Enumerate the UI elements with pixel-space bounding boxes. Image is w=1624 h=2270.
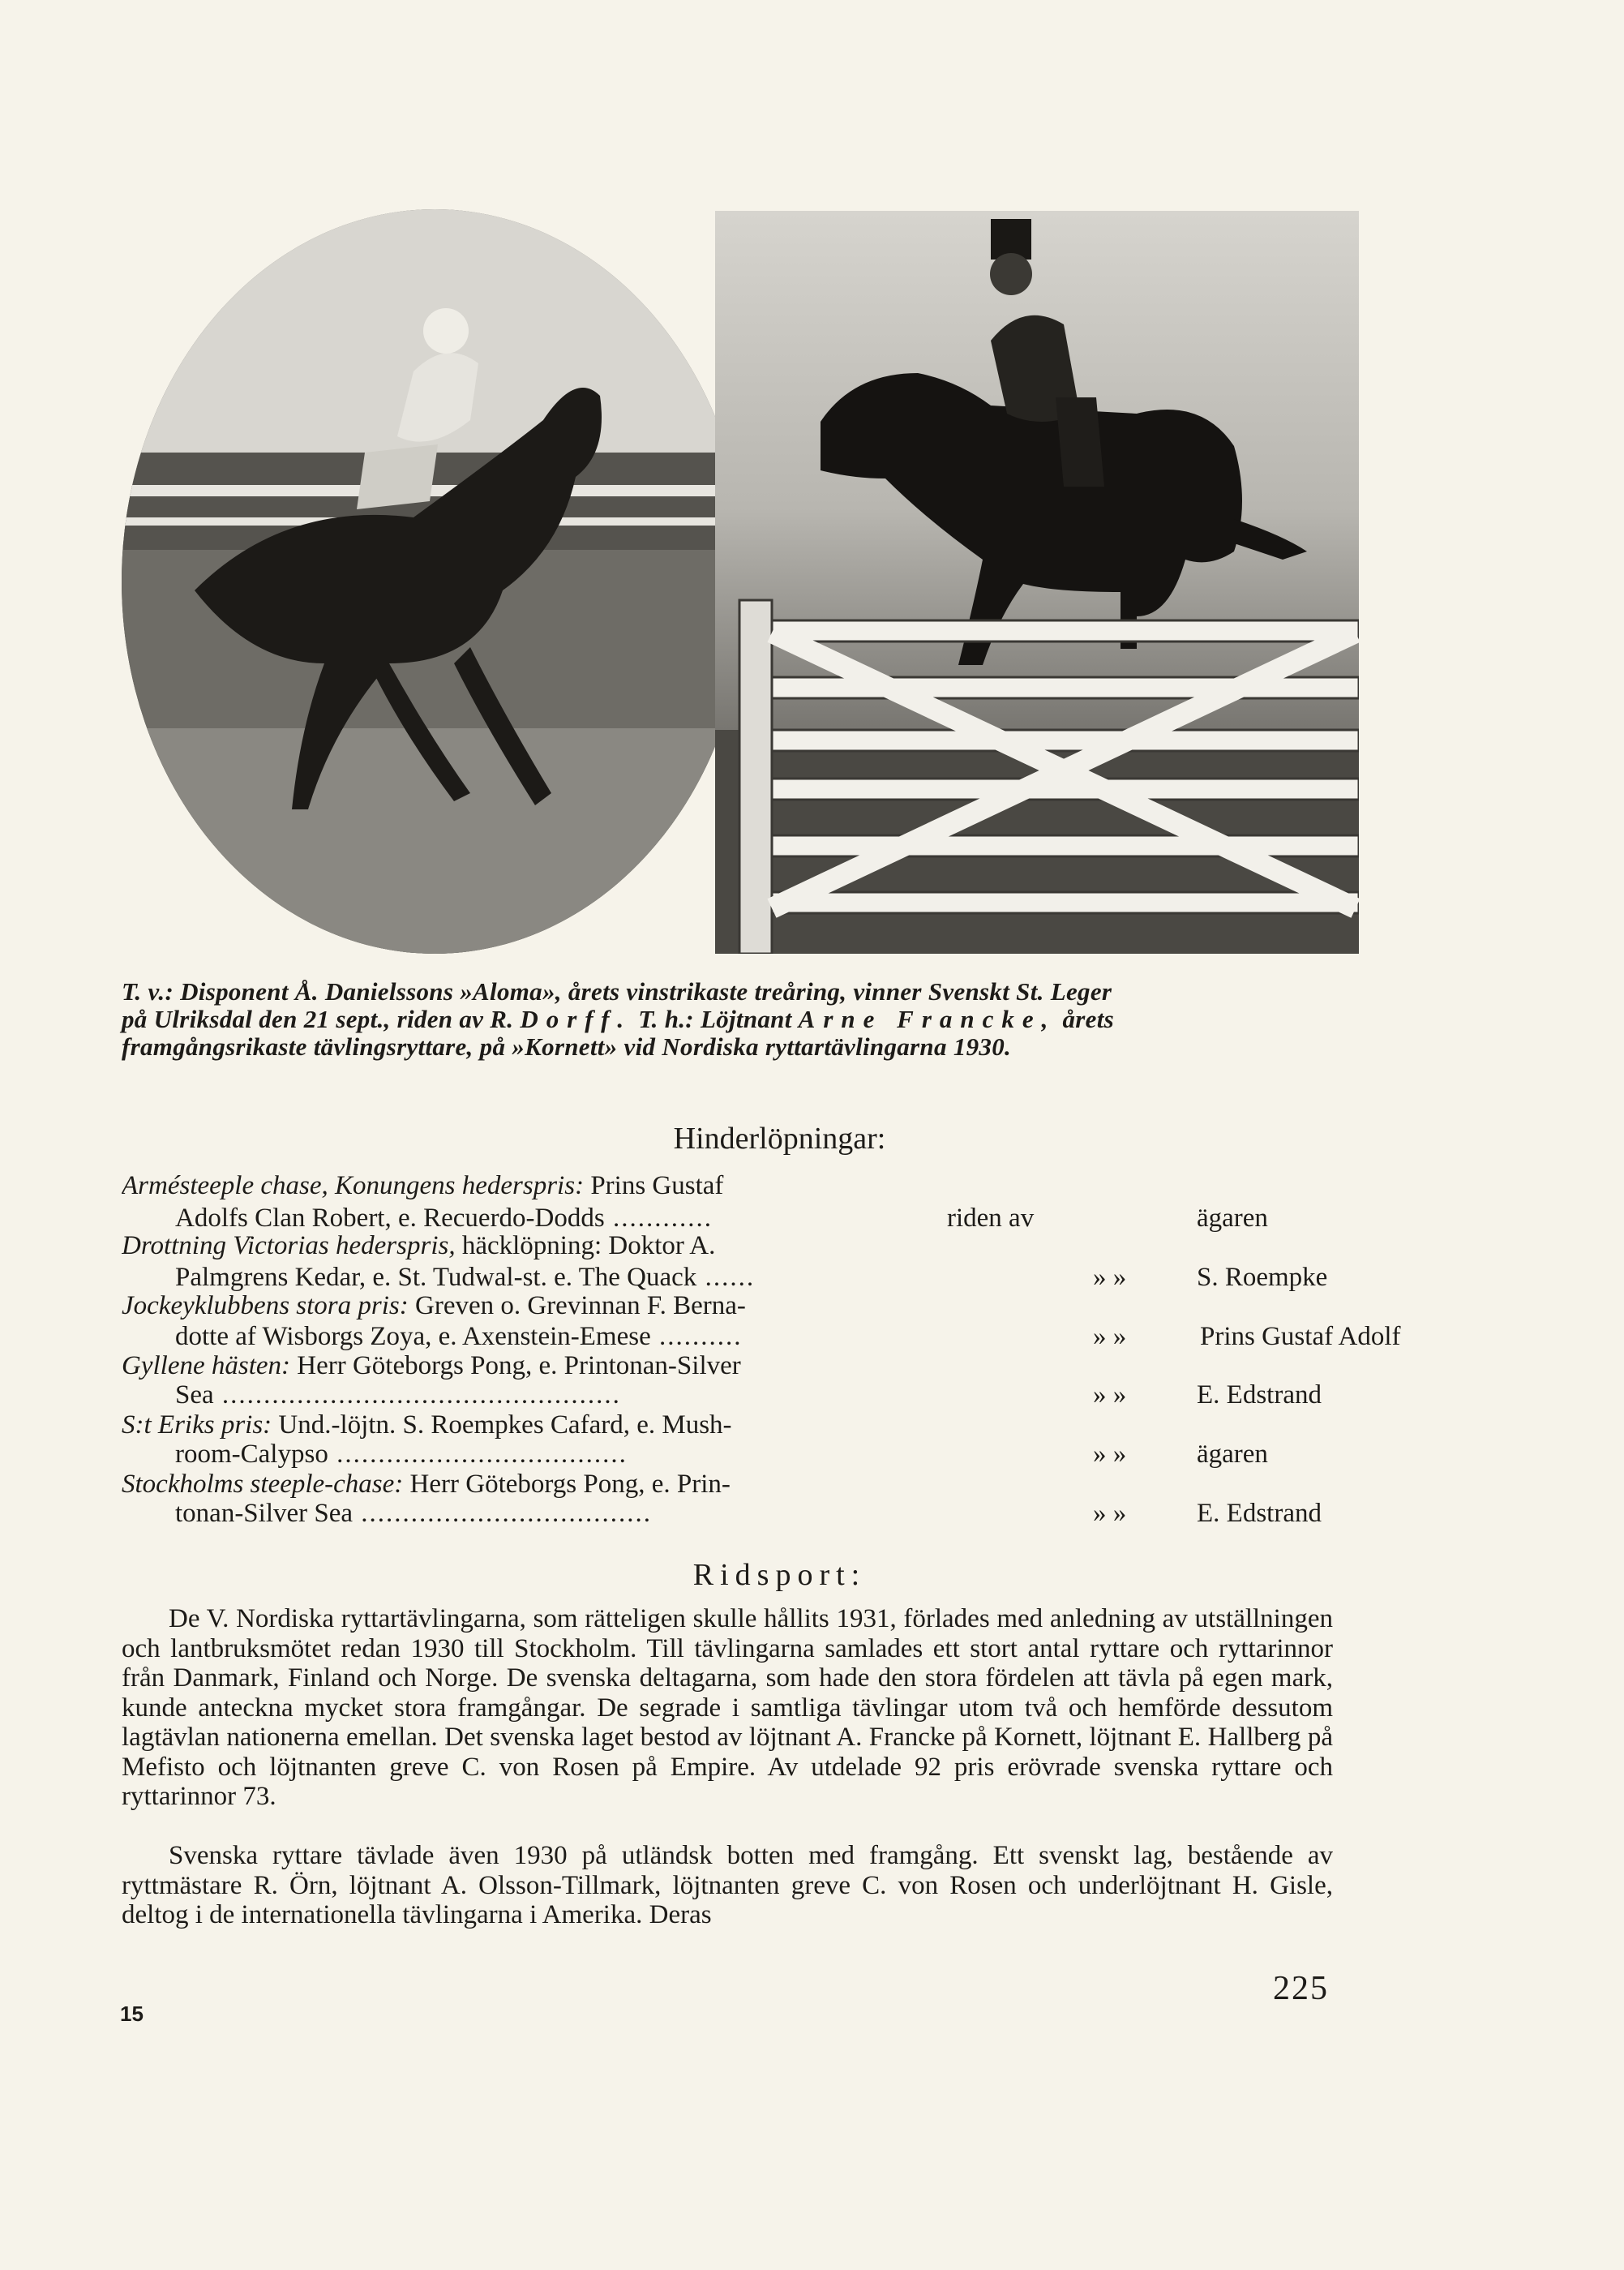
leader-dots: .......... xyxy=(650,1322,743,1351)
leader-dots: ............ xyxy=(604,1204,713,1233)
caption-line-2-b: T. h.: Löjtnant xyxy=(632,1005,799,1033)
race-detail: Herr Göteborgs Pong, e. Printonan-Silver xyxy=(290,1351,741,1380)
body-paragraph-1: De V. Nordiska ryttartävlingarna, som rätteligen skulle hållits 1931, förlades med anledning av utställningen och lantbruksmötet redan 1930 till Stockholm. Till tävlingarna samlades ett stort antal ryttare och ryttarinnor från Danmark, Finland och Norge. De svenska deltagarna, som hade den stora fördelen att tävla på egen mark, kunde anteckna mycket stora framgångar. De segrade i samtliga tävlingar utom två och hemförde dessutom lagtävlan nationerna emellan. Det svenska laget bestod av löjtnant A. Francke på Kornett, löjtnant E. Hallberg på Mefisto och löjtnanten greve C. von Rosen på Empire. Av utdelade 92 pris erövrade svenska ryttare och ryttarinnor 73. xyxy=(122,1604,1333,1811)
race-horse: dotte af Wisborgs Zoya, e. Axenstein-Emese xyxy=(175,1322,651,1351)
race-horse: Sea xyxy=(175,1380,214,1410)
caption-line-2 xyxy=(122,1006,1338,1033)
race-detail: Herr Göteborgs Pong, e. Prin- xyxy=(403,1470,731,1499)
caption-line-1: T. v.: Disponent Å. Danielssons »Aloma», årets vinstrikaste treåring, vinner Svenskt St. Leger xyxy=(122,977,1112,1006)
rider-name: ägaren xyxy=(1197,1440,1268,1469)
ditto-marks: » » xyxy=(1093,1322,1127,1351)
race-title: Jockeyklubbens stora pris: xyxy=(122,1291,409,1320)
leader-dots: ...... xyxy=(696,1263,756,1292)
caption-line-3: framgångsrikaste tävlingsryttare, på »Kornett» vid Nordiska ryttartävlingarna 1930. xyxy=(122,1032,1012,1061)
race-title: Stockholms steeple-chase: xyxy=(122,1470,404,1499)
racehorse-photo xyxy=(122,209,748,954)
leader-dots: ................................... xyxy=(328,1440,628,1469)
rider-name: ägaren xyxy=(1197,1204,1268,1233)
race-title: Gyllene hästen: xyxy=(122,1351,291,1380)
leader-dots: ................................................ xyxy=(213,1380,621,1410)
sheet-signature-number: 15 xyxy=(120,2002,144,2026)
race-detail: Greven o. Grevinnan F. Berna- xyxy=(408,1291,746,1320)
race-detail: Prins Gustaf xyxy=(584,1171,724,1200)
caption-name-dorff: Dorff. xyxy=(520,1005,632,1033)
ditto-marks: » » xyxy=(1093,1499,1127,1528)
race-detail: häcklöpning: Doktor A. xyxy=(455,1231,716,1260)
section-title-hinderlopningar: Hinderlöpningar: xyxy=(673,1122,886,1156)
caption-line-2-c: årets xyxy=(1056,1005,1114,1033)
show-jumping-illustration xyxy=(715,211,1359,954)
rider-name: S. Roempke xyxy=(1197,1263,1328,1292)
rider-name: E. Edstrand xyxy=(1197,1499,1322,1528)
caption-name-francke: Arne Francke, xyxy=(798,1005,1056,1033)
rider-name: Prins Gustaf Adolf xyxy=(1200,1322,1401,1351)
race-horse: Adolfs Clan Robert, e. Recuerdo-Dodds xyxy=(175,1204,605,1233)
section-title-ridsport: Ridsport: xyxy=(692,1558,867,1592)
show-jumping-photo xyxy=(715,211,1359,954)
race-horse: tonan-Silver Sea xyxy=(175,1499,354,1528)
racehorse-illustration xyxy=(122,209,748,954)
race-horse: room-Calypso xyxy=(175,1440,328,1469)
caption-line-2-a: på Ulriksdal den 21 sept., riden av R. xyxy=(122,1005,521,1033)
photo-caption xyxy=(122,978,1338,1061)
rider-name: E. Edstrand xyxy=(1197,1380,1322,1410)
leader-dots: ................................... xyxy=(353,1499,653,1528)
body-paragraph-2: Svenska ryttare tävlade även 1930 på utländsk botten med framgång. Ett svenskt lag, bestående av ryttmästare R. Örn, löjtnant A. Olsson-Tillmark, löjtnanten greve C. von Rosen och underlöjtnant H. Gisle, deltog i de internationella tävlingarna i Amerika. Deras xyxy=(122,1841,1333,1929)
ridden-by-label: riden av xyxy=(947,1204,1035,1233)
race-title: S:t Eriks pris: xyxy=(122,1410,272,1440)
race-title: Armésteeple chase, Konungens hederspris: xyxy=(122,1171,585,1200)
ditto-marks: » » xyxy=(1093,1380,1127,1410)
ditto-marks: » » xyxy=(1093,1263,1127,1292)
page-number: 225 xyxy=(1273,1970,1329,2007)
race-title: Drottning Victorias hederspris, xyxy=(122,1231,456,1260)
race-detail: Und.-löjtn. S. Roempkes Cafard, e. Mush- xyxy=(272,1410,732,1440)
race-horse: Palmgrens Kedar, e. St. Tudwal-st. e. The Quack xyxy=(175,1263,697,1292)
ditto-marks: » » xyxy=(1093,1440,1127,1469)
